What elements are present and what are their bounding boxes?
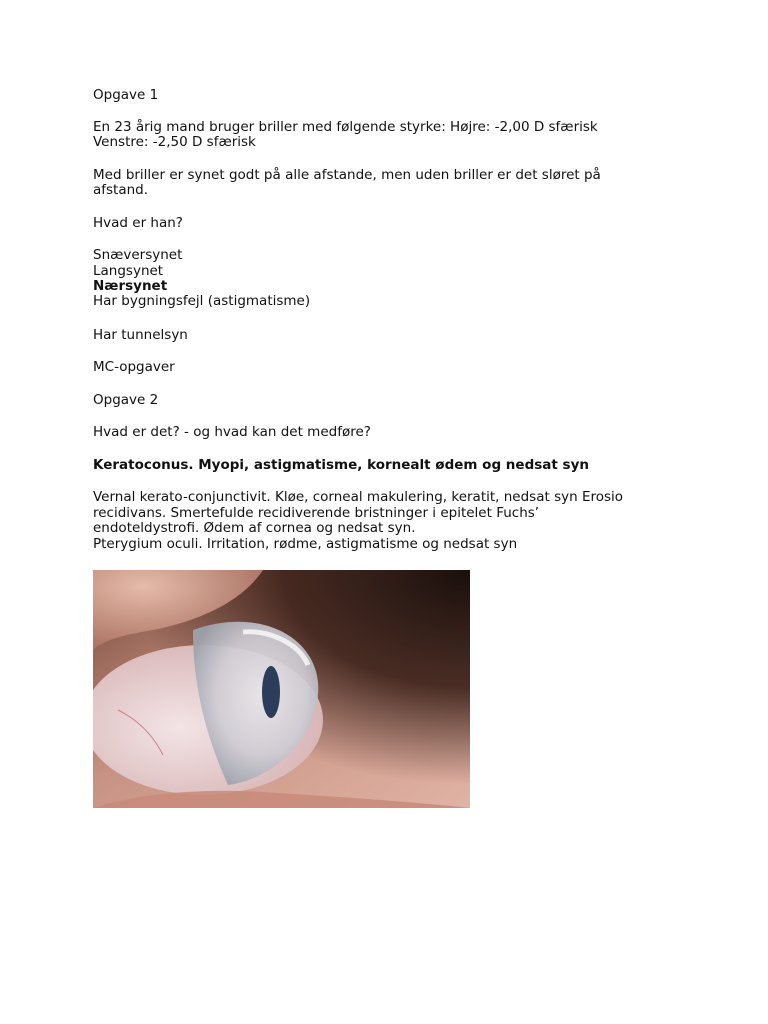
opgave1-question: Hvad er han? (93, 215, 183, 231)
alternative-line2: recidivans. Smertefulde recidiverende bristninger i epitelet Fuchs’ (93, 505, 540, 521)
keratoconus-eye-photo (93, 570, 470, 808)
opgave1-heading: Opgave 1 (93, 87, 159, 103)
option-naersynet-correct: Nærsynet (93, 278, 168, 294)
mc-label: MC-opgaver (93, 359, 175, 375)
option-snaeversynet: Snæversynet (93, 247, 183, 263)
opgave2-heading: Opgave 2 (93, 392, 159, 408)
option-tunnelsyn: Har tunnelsyn (93, 327, 188, 343)
opgave2-question: Hvad er det? - og hvad kan det medføre? (93, 424, 371, 440)
alternative-line1: Vernal kerato-conjunctivit. Kløe, corneal makulering, keratit, nedsat syn Erosio (93, 489, 624, 505)
description-line2: afstand. (93, 182, 149, 198)
alternative-line3: endoteldystrofi. Ødem af cornea og nedsat syn. (93, 520, 416, 536)
answer-keratoconus-correct: Keratoconus. Myopi, astigmatisme, kornealt ødem og nedsat syn (93, 457, 589, 473)
option-astigmatisme: Har bygningsfejl (astigmatisme) (93, 293, 311, 309)
alternative-line4: Pterygium oculi. Irritation, rødme, astigmatisme og nedsat syn (93, 536, 518, 552)
option-langsynet: Langsynet (93, 263, 164, 279)
description-line1: Med briller er synet godt på alle afstande, men uden briller er det sløret på (93, 167, 601, 183)
case-text-line1: En 23 årig mand bruger briller med følgende styrke: Højre: -2,00 D sfærisk (93, 119, 598, 135)
case-text-line2: Venstre: -2,50 D sfærisk (93, 134, 256, 150)
